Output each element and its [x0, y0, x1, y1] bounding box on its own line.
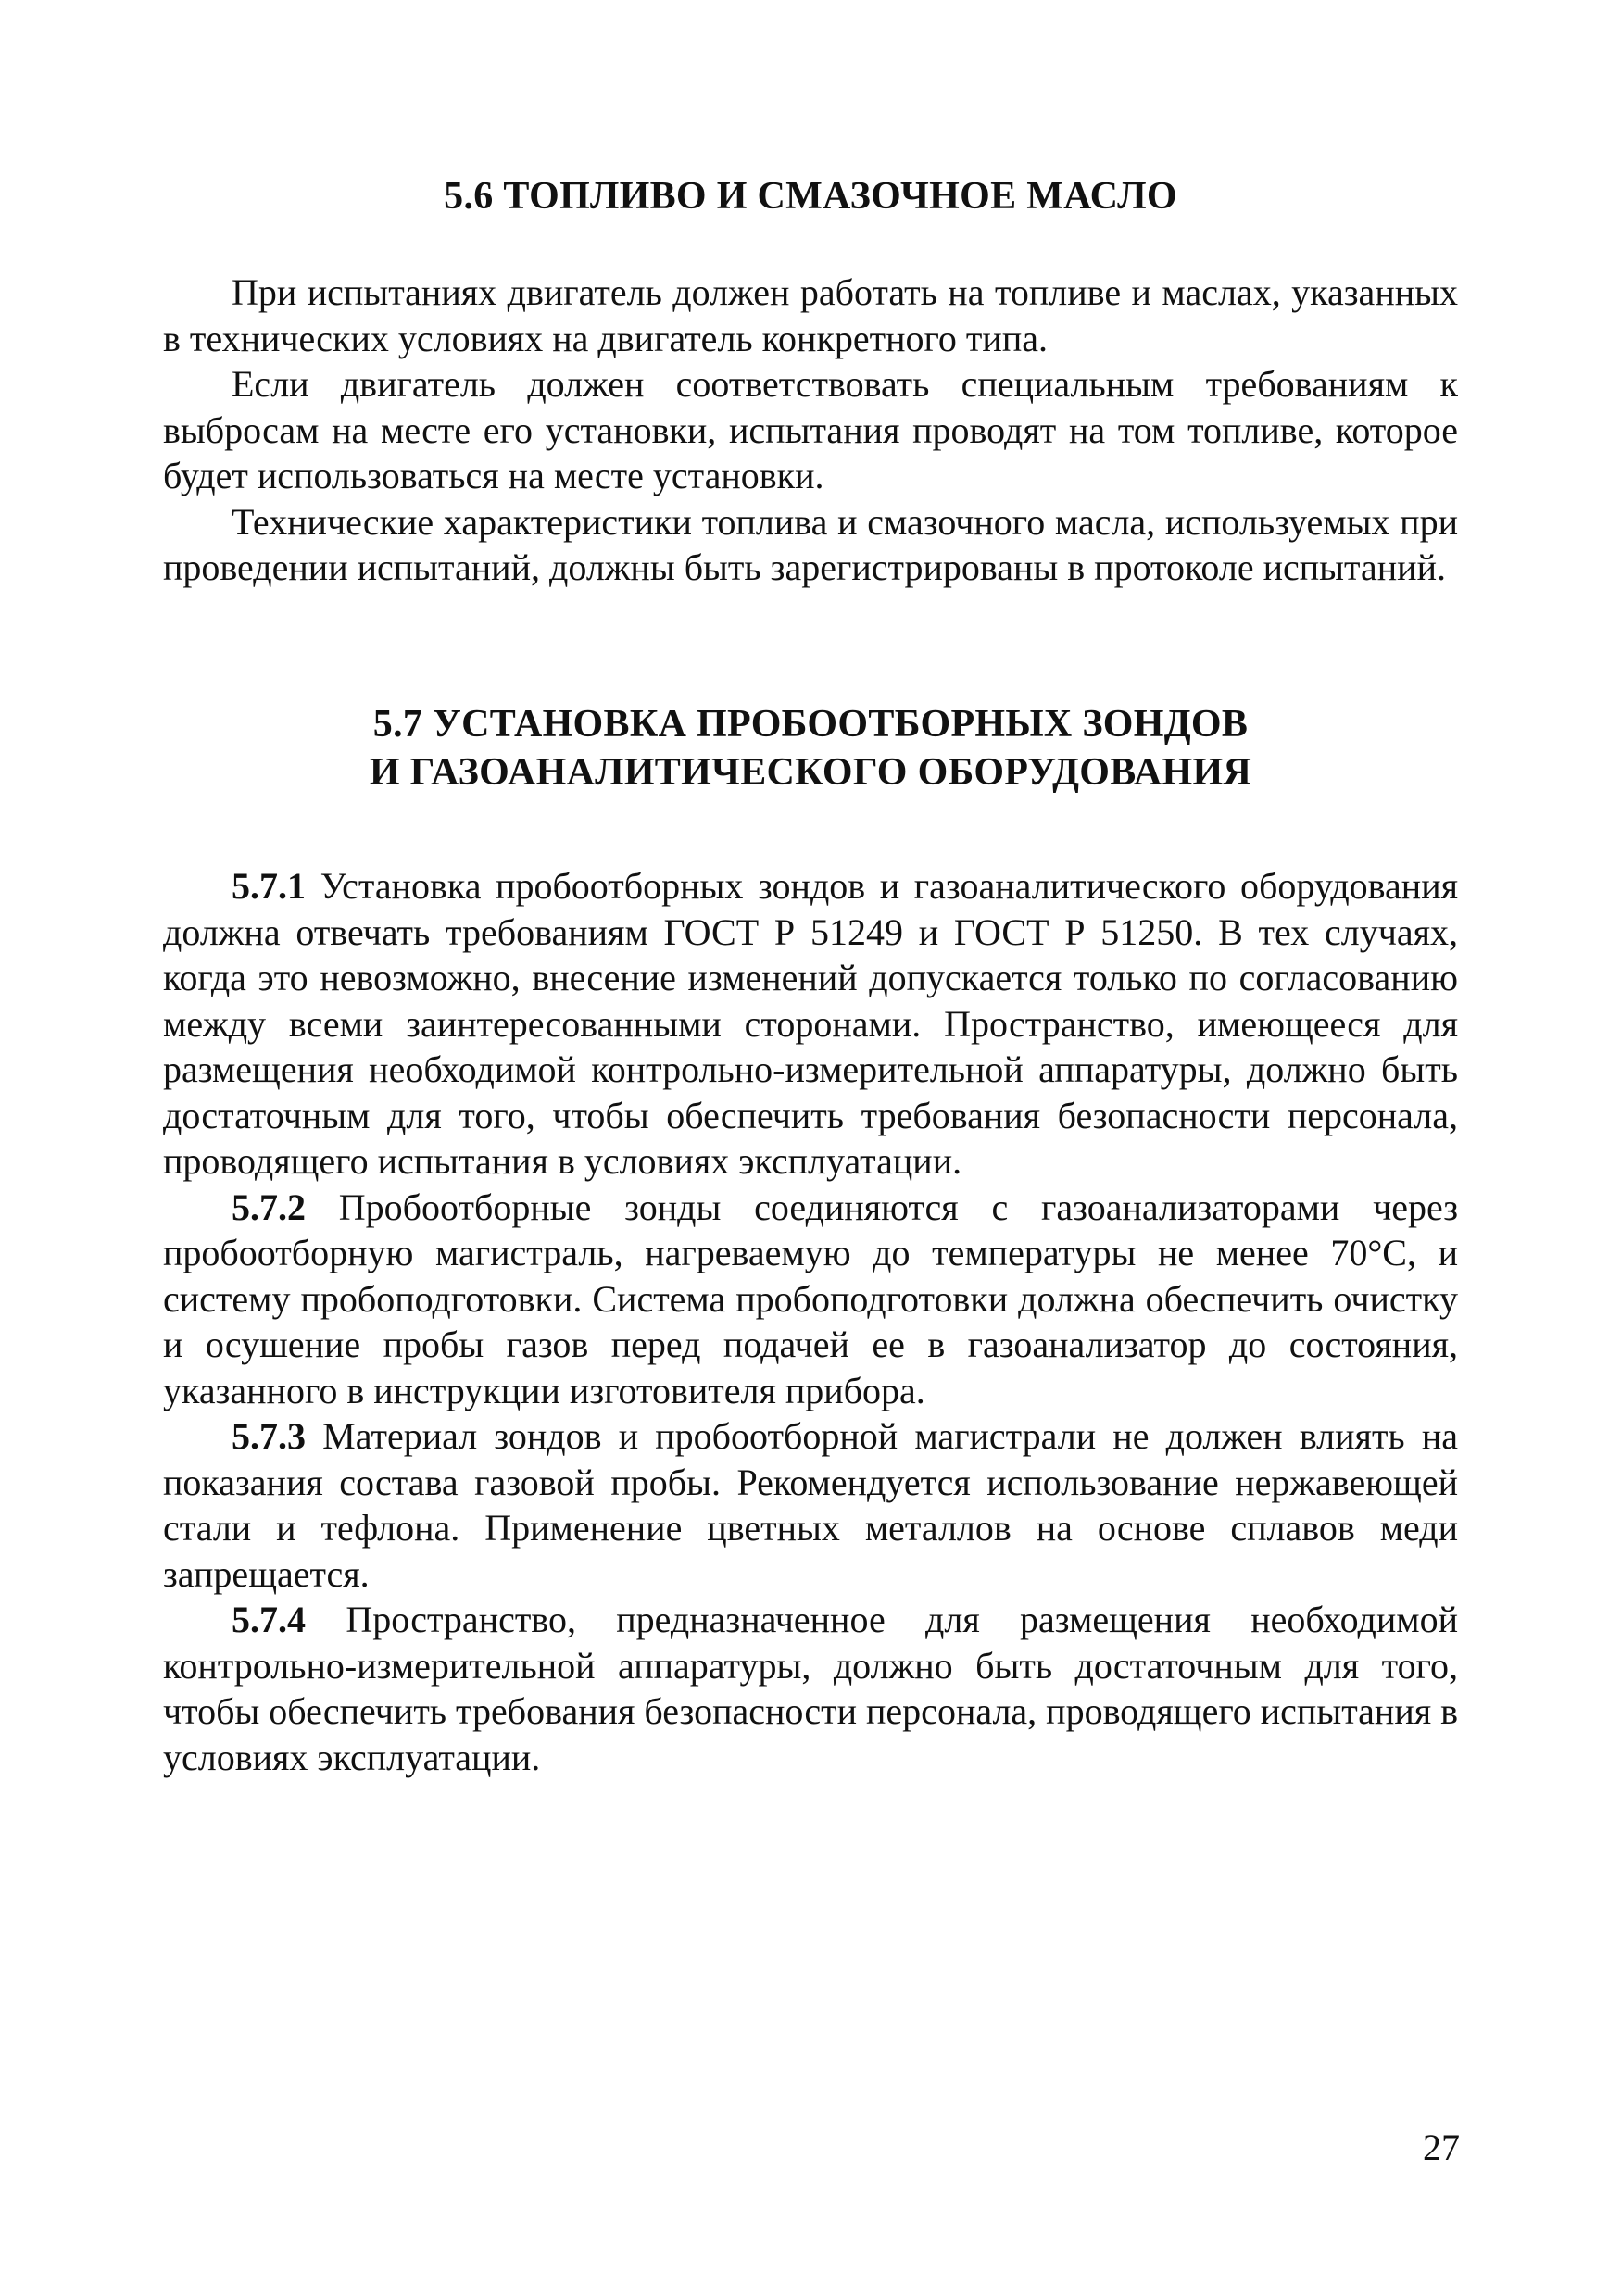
clause-number: 5.7.1	[232, 865, 306, 907]
clause-5-7-4	[163, 1597, 1458, 1780]
clause-number: 5.7.4	[232, 1599, 306, 1640]
clause-5-7-1	[163, 863, 1458, 1185]
clause-number: 5.7.3	[232, 1415, 306, 1457]
clause-text: Установка пробоотборных зондов и газоаналитического оборудования должна отвечать требованиям ГОСТ Р 51249 и ГОСТ Р 51250. В тех случаях, когда это невозможно, внесение изменений допускается только по согласованию между всеми заинтересованными сторонами. Пространство, имеющееся для размещения необходимой контрольно-измерительной аппаратуры, должно быть достаточным для того, чтобы обеспечить требования безопасности персонала, проводящего испытания в условиях эксплуатации.	[163, 865, 1458, 1182]
section-5-7-heading	[163, 700, 1458, 797]
section-5-7-body	[163, 863, 1458, 1780]
clause-text: Пробоотборные зонды соединяются с газоанализаторами через пробоотборную магистраль, нагреваемую до температуры не менее 70°С, и систему пробоподготовки. Система пробоподготовки должна обеспечить очистку и осушение пробы газов перед подачей ее в газоанализатор до состояния, указанного в инструкции изготовителя прибора.	[163, 1186, 1458, 1411]
clause-number: 5.7.2	[232, 1186, 306, 1228]
section-5-6-body	[163, 270, 1458, 591]
section-5-6-paragraph-3: Технические характеристики топлива и смазочного масла, используемых при проведении испытаний, должны быть зарегистрированы в протоколе испытаний.	[163, 500, 1458, 588]
section-5-6-paragraph-2: Если двигатель должен соответствовать специальным требованиям к выбросам на месте его установки, испытания проводят на том топливе, которое будет использоваться на месте установки.	[163, 363, 1458, 496]
page-number: 27	[1423, 2127, 1460, 2168]
clause-5-7-3	[163, 1413, 1458, 1597]
section-5-6-paragraph-1: При испытаниях двигатель должен работать на топливе и маслах, указанных в технических условиях на двигатель конкретного типа.	[163, 271, 1458, 359]
clause-5-7-2	[163, 1185, 1458, 1414]
section-5-7-heading-line-2: И ГАЗОАНАЛИТИЧЕСКОГО ОБОРУДОВАНИЯ	[369, 751, 1252, 794]
section-5-6-heading	[163, 172, 1458, 220]
document-page	[163, 0, 1458, 2296]
clause-text: Пространство, предназначенное для размещения необходимой контрольно-измерительной аппаратуры, должно быть достаточным для того, чтобы обеспечить требования безопасности персонала, проводящего испытания в условиях эксплуатации.	[163, 1599, 1459, 1778]
section-5-6-heading-text: 5.6 ТОПЛИВО И СМАЗОЧНОЕ МАСЛО	[444, 175, 1177, 218]
section-5-7-heading-line-1: 5.7 УСТАНОВКА ПРОБООТБОРНЫХ ЗОНДОВ	[372, 703, 1249, 746]
clause-text: Материал зондов и пробоотборной магистрали не должен влиять на показания состава газовой пробы. Рекомендуется использование нержавеющей стали и тефлона. Применение цветных металлов на основе сплавов меди запрещается.	[163, 1415, 1458, 1595]
